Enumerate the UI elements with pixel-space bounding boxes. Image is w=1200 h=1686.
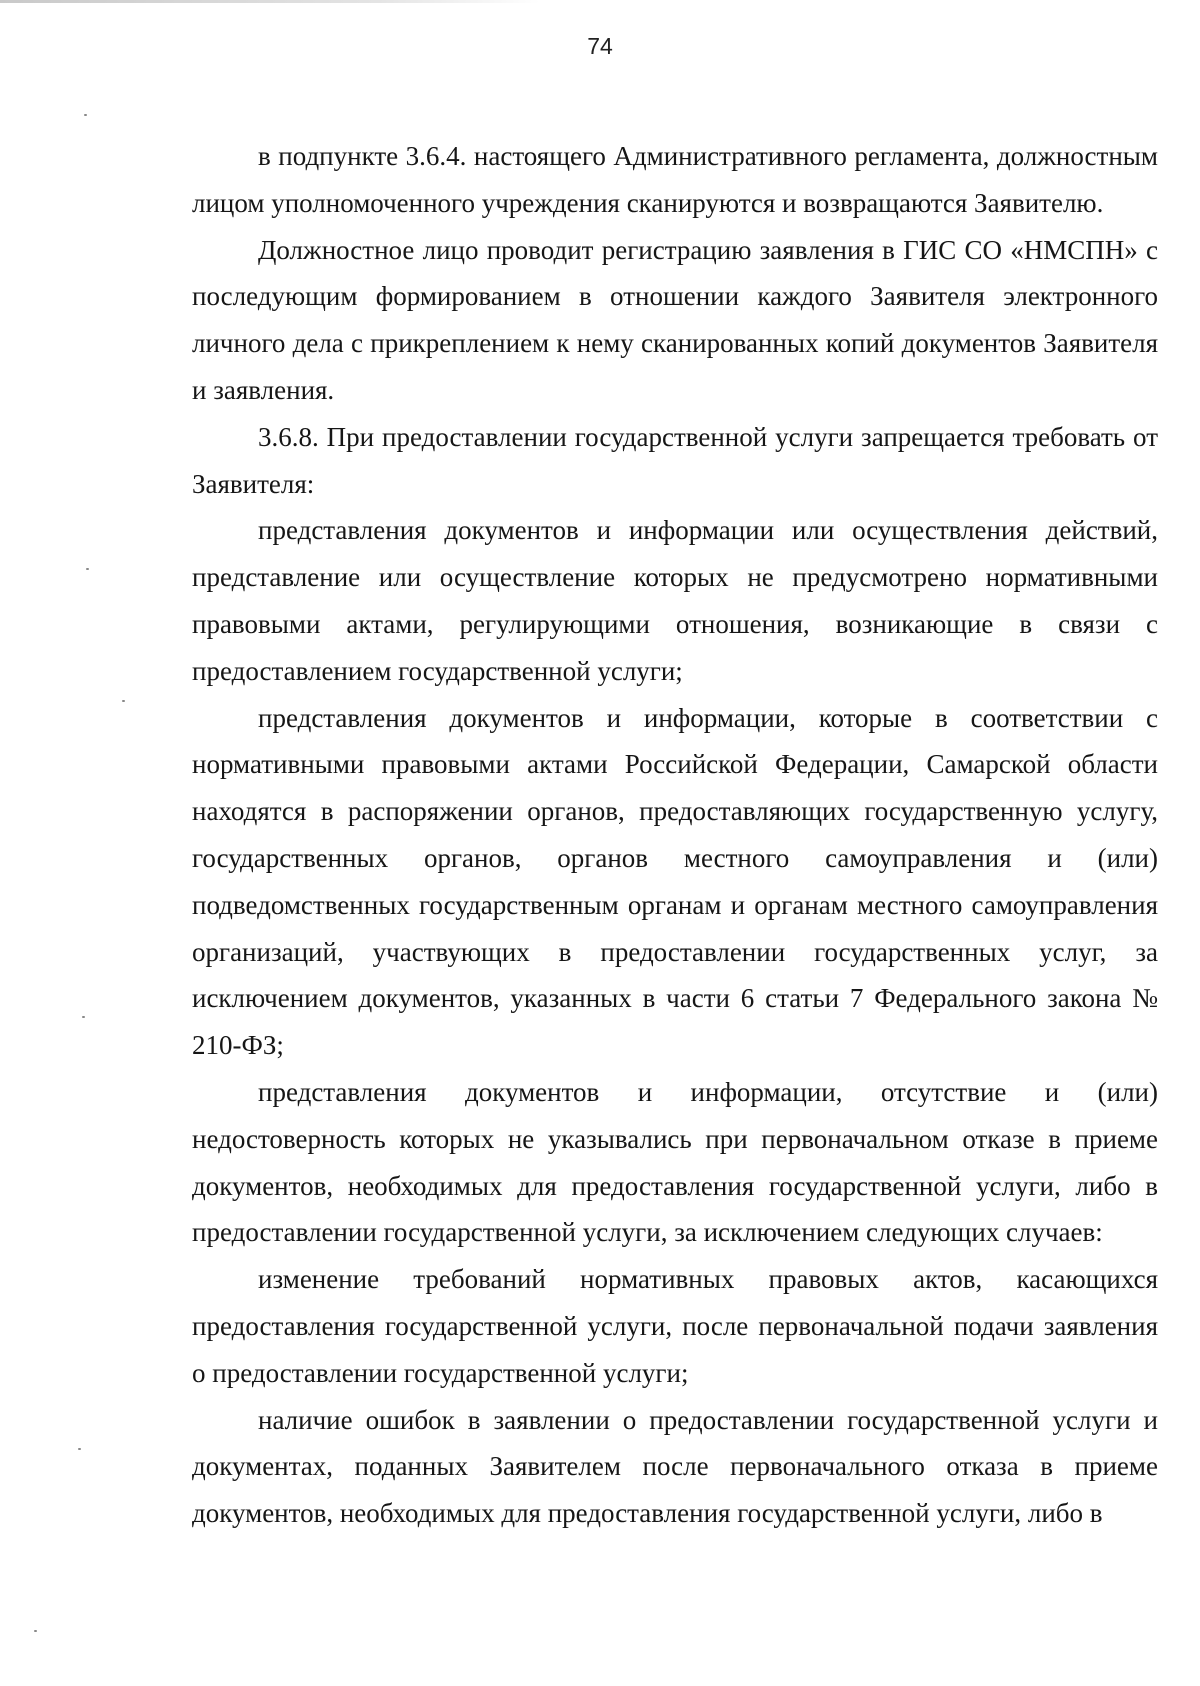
scan-edge-mark: [0, 0, 540, 3]
scan-speck: [78, 1448, 81, 1450]
document-body: [192, 133, 1158, 1537]
scan-speck: [122, 700, 125, 702]
paragraph-requirement-2: представления документов и информации, которые в соответствии с нормативными правовыми актами Российской Федерации, Самарской области находятся в распоряжении органов, предоставляющих государственную услугу, государственных органов, органов местного самоуправления и (или) подведомственных государственным органам и органам местного самоуправления организаций, участвующих в предоставлении государственных услуг, за исключением документов, указанных в части 6 статьи 7 Федерального закона № 210-ФЗ;: [192, 702, 1158, 1061]
paragraph-requirement-3: представления документов и информации, отсутствие и (или) недостоверность которых не указывались при первоначальном отказе в приеме документов, необходимых для предоставления государственной услуги, либо в предоставлении государственной услуги, за исключением следующих случаев:: [192, 1076, 1158, 1248]
paragraph-exception-1: изменение требований нормативных правовых актов, касающихся предоставления государственной услуги, после первоначальной подачи заявления о предоставлении государственной услуги;: [192, 1264, 1158, 1388]
scan-speck: [86, 568, 89, 570]
paragraph-registration: Должностное лицо проводит регистрацию заявления в ГИС СО «НМСПН» с последующим формированием в отношении каждого Заявителя электронного личного дела с прикреплением к нему сканированных копий документов Заявителя и заявления.: [192, 234, 1158, 405]
paragraph-exception-2: наличие ошибок в заявлении о предоставлении государственной услуги и документах, поданных Заявителем после первоначального отказа в приеме документов, необходимых для предоставления государственной услуги, либо в: [192, 1404, 1158, 1529]
paragraph-requirement-1: представления документов и информации или осуществления действий, представление или осуществление которых не предусмотрено нормативными правовыми актами, регулирующими отношения, возникающие в связи с предоставлением государственной услуги;: [192, 515, 1158, 686]
scan-speck: [84, 114, 87, 116]
page-number: 74: [587, 33, 613, 59]
paragraph-continuation: в подпункте 3.6.4. настоящего Административного регламента, должностным лицом уполномоченного учреждения сканируются и возвращаются Заявителю.: [192, 141, 1158, 218]
scan-speck: [82, 1016, 85, 1018]
paragraph-3-6-8: 3.6.8. При предоставлении государственной услуги запрещается требовать от Заявителя:: [192, 421, 1158, 499]
scan-speck: [34, 1630, 37, 1632]
